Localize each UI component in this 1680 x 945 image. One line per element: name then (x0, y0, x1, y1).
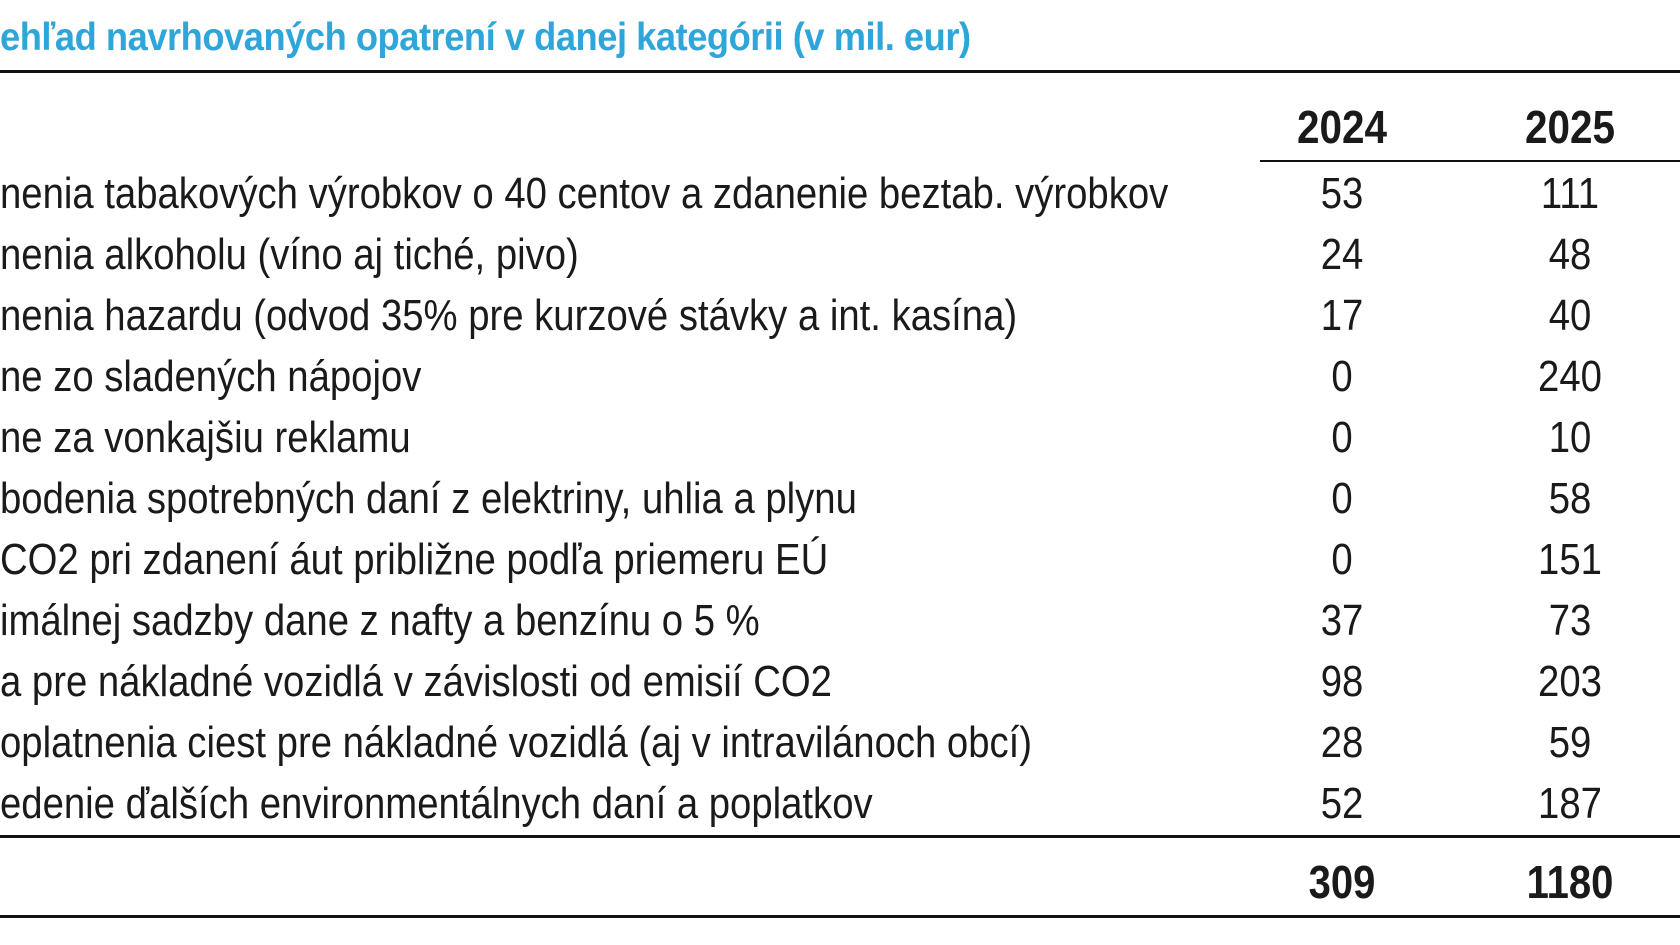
value-2024: 28 (1320, 718, 1364, 767)
header-rule (1260, 160, 1680, 162)
total-2024: 309 (1308, 856, 1376, 908)
table-row (0, 163, 1680, 224)
value-2024: 0 (1331, 352, 1353, 401)
value-2025: 240 (1538, 352, 1602, 401)
value-2025: 59 (1548, 718, 1592, 767)
row-label: bodenia spotrebných daní z elektriny, uhlia a plynu (0, 474, 857, 523)
table-row (0, 468, 1680, 529)
value-2024: 0 (1331, 535, 1353, 584)
sum-rule (0, 835, 1680, 838)
top-rule (0, 70, 1680, 73)
value-2025: 48 (1548, 230, 1592, 279)
table-row (0, 285, 1680, 346)
column-header-2024: 2024 (1296, 101, 1388, 153)
table-row (0, 590, 1680, 651)
column-header-2025: 2025 (1524, 101, 1616, 153)
row-label: ne zo sladených nápojov (0, 352, 422, 401)
value-2024: 37 (1320, 596, 1364, 645)
value-2025: 111 (1540, 169, 1600, 218)
row-label: ne za vonkajšiu reklamu (0, 413, 411, 462)
total-row (0, 852, 1680, 912)
row-label: imálnej sadzby dane z nafty a benzínu o 5 % (0, 596, 760, 645)
table-row (0, 651, 1680, 712)
value-2025: 73 (1548, 596, 1592, 645)
row-label: edenie ďalších environmentálnych daní a poplatkov (0, 779, 873, 828)
row-label: CO2 pri zdanení áut približne podľa priemeru EÚ (0, 535, 829, 584)
value-2024: 24 (1320, 230, 1364, 279)
value-2024: 98 (1320, 657, 1364, 706)
table-row (0, 224, 1680, 285)
table-row (0, 529, 1680, 590)
value-2024: 53 (1320, 169, 1364, 218)
table-row (0, 773, 1680, 834)
row-label: nenia hazardu (odvod 35% pre kurzové stávky a int. kasína) (0, 291, 1018, 340)
table-row (0, 346, 1680, 407)
value-2025: 203 (1538, 657, 1602, 706)
bottom-rule (0, 915, 1680, 918)
value-2024: 0 (1331, 474, 1353, 523)
value-2025: 151 (1538, 535, 1602, 584)
table-row (0, 712, 1680, 773)
value-2025: 58 (1548, 474, 1592, 523)
total-2025: 1180 (1526, 856, 1614, 908)
value-2024: 0 (1331, 413, 1353, 462)
row-label: nenia tabakových výrobkov o 40 centov a zdanenie beztab. výrobkov (0, 169, 1169, 218)
table-row (0, 407, 1680, 468)
value-2024: 52 (1320, 779, 1364, 828)
row-label: nenia alkoholu (víno aj tiché, pivo) (0, 230, 579, 279)
value-2024: 17 (1320, 291, 1364, 340)
row-label: a pre nákladné vozidlá v závislosti od emisií CO2 (0, 657, 832, 706)
row-label: oplatnenia ciest pre nákladné vozidlá (aj v intravilánoch obcí) (0, 718, 1033, 767)
value-2025: 187 (1538, 779, 1602, 828)
table-title: ehľad navrhovaných opatrení v danej kategórii (v mil. eur) (0, 16, 971, 59)
value-2025: 10 (1548, 413, 1592, 462)
value-2025: 40 (1548, 291, 1592, 340)
